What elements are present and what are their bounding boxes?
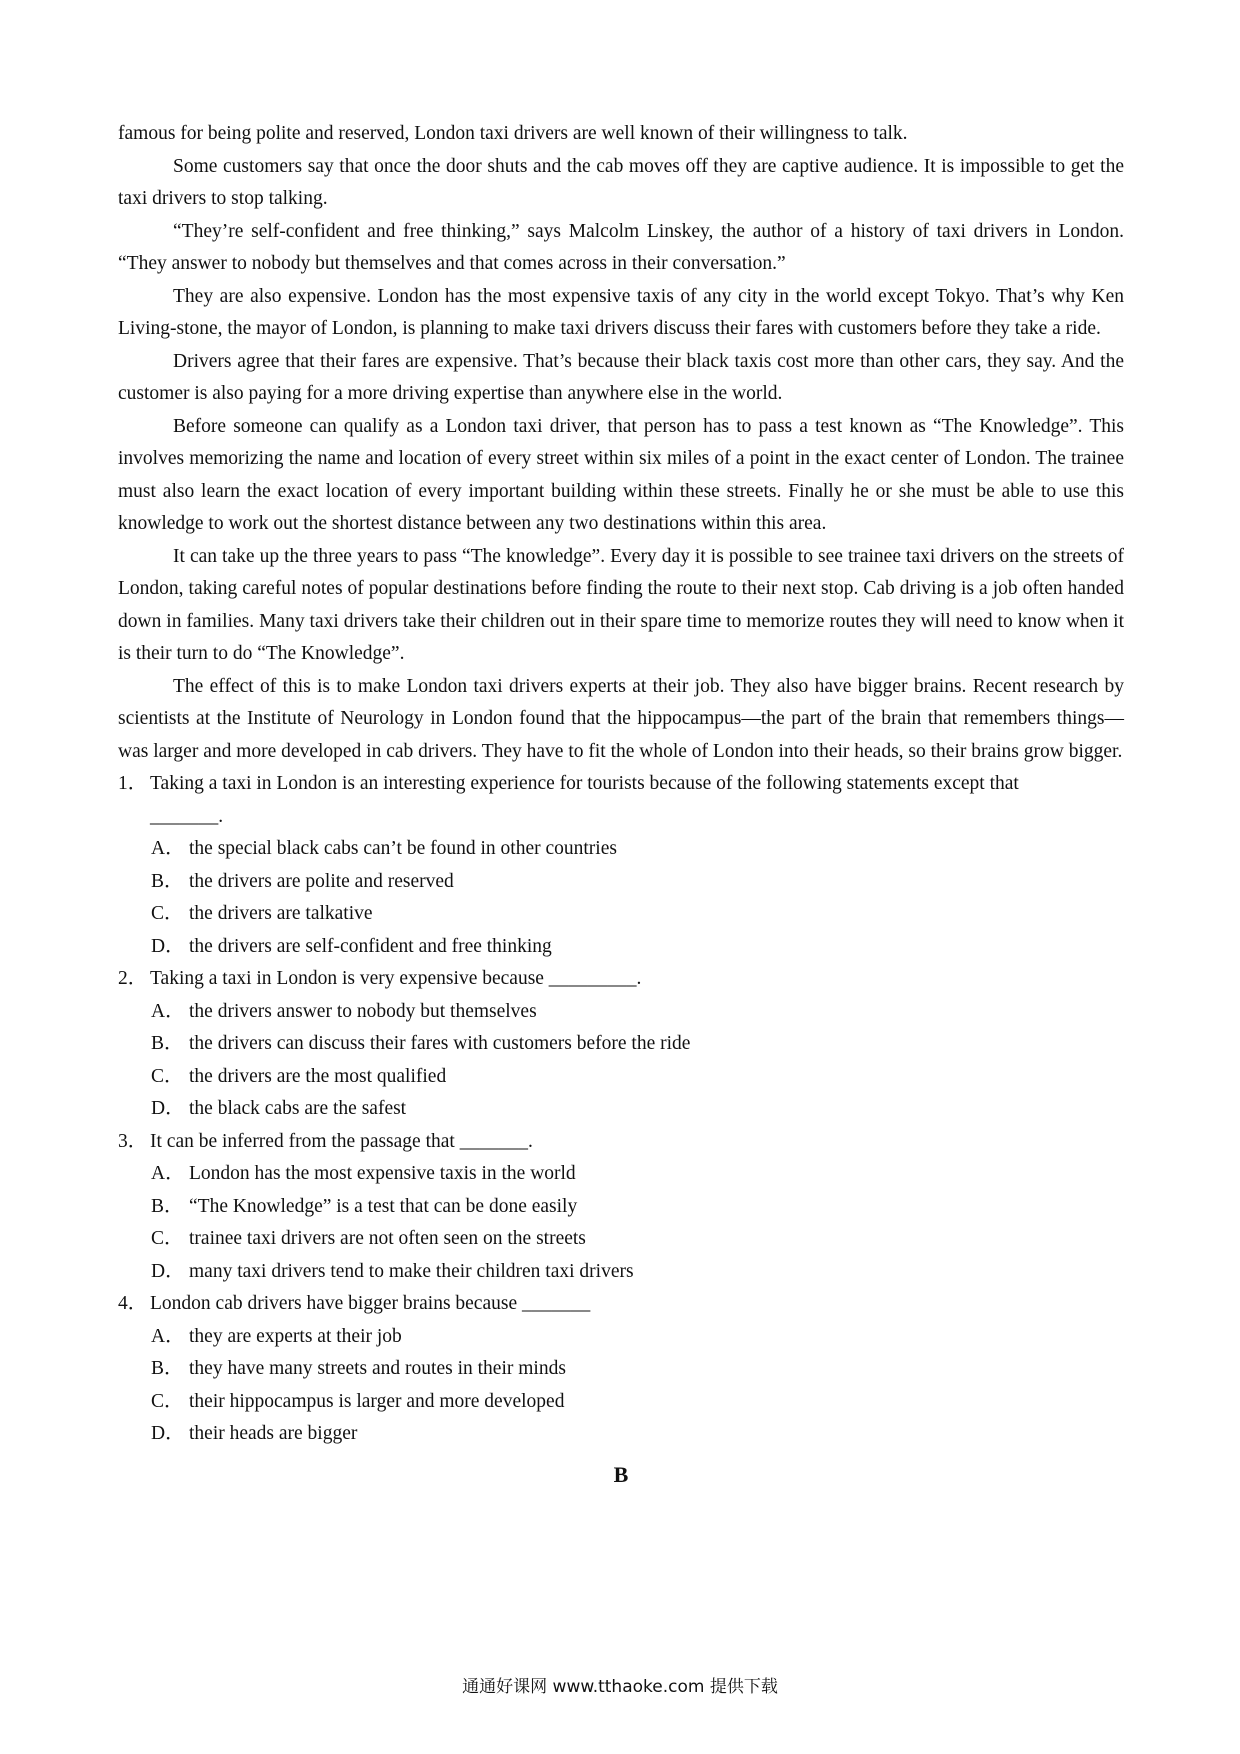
option-letter: C． — [151, 1065, 184, 1087]
question-number: 3． — [118, 1130, 148, 1152]
question-text: Taking a taxi in London is very expensive because _________. — [150, 968, 642, 989]
answer-option — [118, 931, 1124, 964]
question-text: Taking a taxi in London is an interesting experience for tourists because of the following statements except that — [150, 773, 1019, 794]
option-text: the drivers are self-confident and free thinking — [189, 935, 552, 957]
passage-paragraph: Drivers agree that their fares are expensive. That’s because their black taxis cost more than other cars, they say. And the customer is also paying for a more driving expertise than anywhere else in the world. — [118, 350, 1124, 404]
question — [118, 963, 1124, 1126]
page-footer: 通通好课网 www.tthaoke.com 提供下载 — [462, 1677, 778, 1697]
answer-option — [118, 898, 1124, 931]
passage-paragraph: Before someone can qualify as a London taxi driver, that person has to pass a test known as “The Knowledge”. This involves memorizing the name and location of every street within six miles of a point in the exact center of London. The trainee must also learn the exact location of every important building within these streets. Finally he or she must be able to use this knowledge to work out the shortest distance between any two destinations within this area. — [118, 415, 1124, 534]
question-stem — [118, 1288, 1124, 1321]
answer-option — [118, 996, 1124, 1029]
passage-paragraph: famous for being polite and reserved, London taxi drivers are well known of their willingness to talk. — [118, 123, 908, 144]
option-text: their heads are bigger — [189, 1423, 358, 1444]
option-letter: B． — [151, 1033, 184, 1054]
question-number: 1． — [118, 773, 148, 794]
question — [118, 1126, 1124, 1289]
option-text: the drivers can discuss their fares with customers before the ride — [189, 1033, 691, 1054]
section-heading: B — [613, 1461, 629, 1487]
option-text: they are experts at their job — [189, 1325, 402, 1347]
option-letter: C． — [151, 903, 184, 924]
option-letter: A． — [151, 1000, 185, 1022]
passage-paragraph: They are also expensive. London has the most expensive taxis of any city in the world except Tokyo. That’s why Ken Living-stone, the mayor of London, is planning to make taxi drivers discuss their fares with customers before they take a ride. — [118, 285, 1124, 339]
option-text: the black cabs are the safest — [189, 1098, 407, 1119]
option-text: the drivers are the most qualified — [189, 1065, 447, 1087]
option-text: their hippocampus is larger and more developed — [189, 1390, 565, 1412]
option-text: “The Knowledge” is a test that can be done easily — [189, 1195, 578, 1217]
option-letter: A． — [151, 838, 185, 859]
question — [118, 768, 1124, 963]
question-text: It can be inferred from the passage that _______. — [150, 1130, 533, 1152]
answer-option — [118, 1223, 1124, 1256]
passage-paragraph: Some customers say that once the door shuts and the cab moves off they are captive audience. It is impossible to get the taxi drivers to stop talking. — [118, 155, 1124, 209]
answer-option — [118, 1061, 1124, 1094]
question-number: 2． — [118, 968, 148, 989]
question-number: 4． — [118, 1293, 148, 1314]
option-letter: A． — [151, 1325, 185, 1347]
answer-option — [118, 1028, 1124, 1061]
option-letter: C． — [151, 1228, 184, 1249]
option-text: London has the most expensive taxis in the world — [189, 1163, 576, 1184]
passage-paragraph: “They’re self-confident and free thinking,” says Malcolm Linskey, the author of a history of taxi drivers in London. “They answer to nobody but themselves and that comes across in their conversation.” — [118, 220, 1124, 274]
answer-option — [118, 1256, 1124, 1289]
answer-blank: _______. — [150, 805, 224, 827]
answer-option — [118, 1158, 1124, 1191]
answer-option — [118, 1191, 1124, 1224]
question-stem — [118, 963, 1124, 996]
answer-option — [118, 1386, 1124, 1419]
option-letter: C． — [151, 1390, 184, 1412]
question-text: London cab drivers have bigger brains because _______ — [150, 1293, 591, 1314]
option-text: trainee taxi drivers are not often seen on the streets — [189, 1228, 586, 1249]
answer-option — [118, 1093, 1124, 1126]
answer-option — [118, 1321, 1124, 1354]
answer-option — [118, 833, 1124, 866]
option-letter: B． — [151, 870, 184, 892]
option-letter: D． — [151, 1260, 185, 1282]
answer-option — [118, 866, 1124, 899]
option-text: the drivers are talkative — [189, 903, 373, 924]
option-letter: B． — [151, 1358, 184, 1379]
option-letter: D． — [151, 935, 185, 957]
option-text: the drivers are polite and reserved — [189, 870, 454, 892]
option-text: the special black cabs can’t be found in other countries — [189, 838, 617, 859]
passage-paragraph: The effect of this is to make London taxi drivers experts at their job. They also have bigger brains. Recent research by scientists at the Institute of Neurology in London found that the hippocampus—the part of the brain that remembers things—was larger and more developed in cab drivers. They have to fit the whole of London into their heads, so their brains grow bigger. — [118, 675, 1124, 762]
question-stem — [118, 768, 1124, 801]
option-text: they have many streets and routes in their minds — [189, 1358, 566, 1379]
option-text: many taxi drivers tend to make their children taxi drivers — [189, 1260, 634, 1282]
option-letter: D． — [151, 1423, 185, 1444]
passage-paragraph: It can take up the three years to pass “The knowledge”. Every day it is possible to see trainee taxi drivers on the streets of London, taking careful notes of popular destinations before finding the route to their next stop. Cab driving is a job often handed down in families. Many taxi drivers take their children out in their spare time to memorize routes they will need to know when it is their turn to do “The Knowledge”. — [118, 545, 1124, 664]
passage — [118, 118, 1124, 768]
option-text: the drivers answer to nobody but themselves — [189, 1000, 537, 1022]
question-stem — [118, 1126, 1124, 1159]
option-letter: D． — [151, 1098, 185, 1119]
answer-option — [118, 1353, 1124, 1386]
answer-option — [118, 1418, 1124, 1451]
option-letter: B． — [151, 1195, 184, 1217]
document-page — [118, 118, 1124, 1491]
question — [118, 1288, 1124, 1451]
option-letter: A． — [151, 1163, 185, 1184]
questions — [118, 768, 1124, 1451]
